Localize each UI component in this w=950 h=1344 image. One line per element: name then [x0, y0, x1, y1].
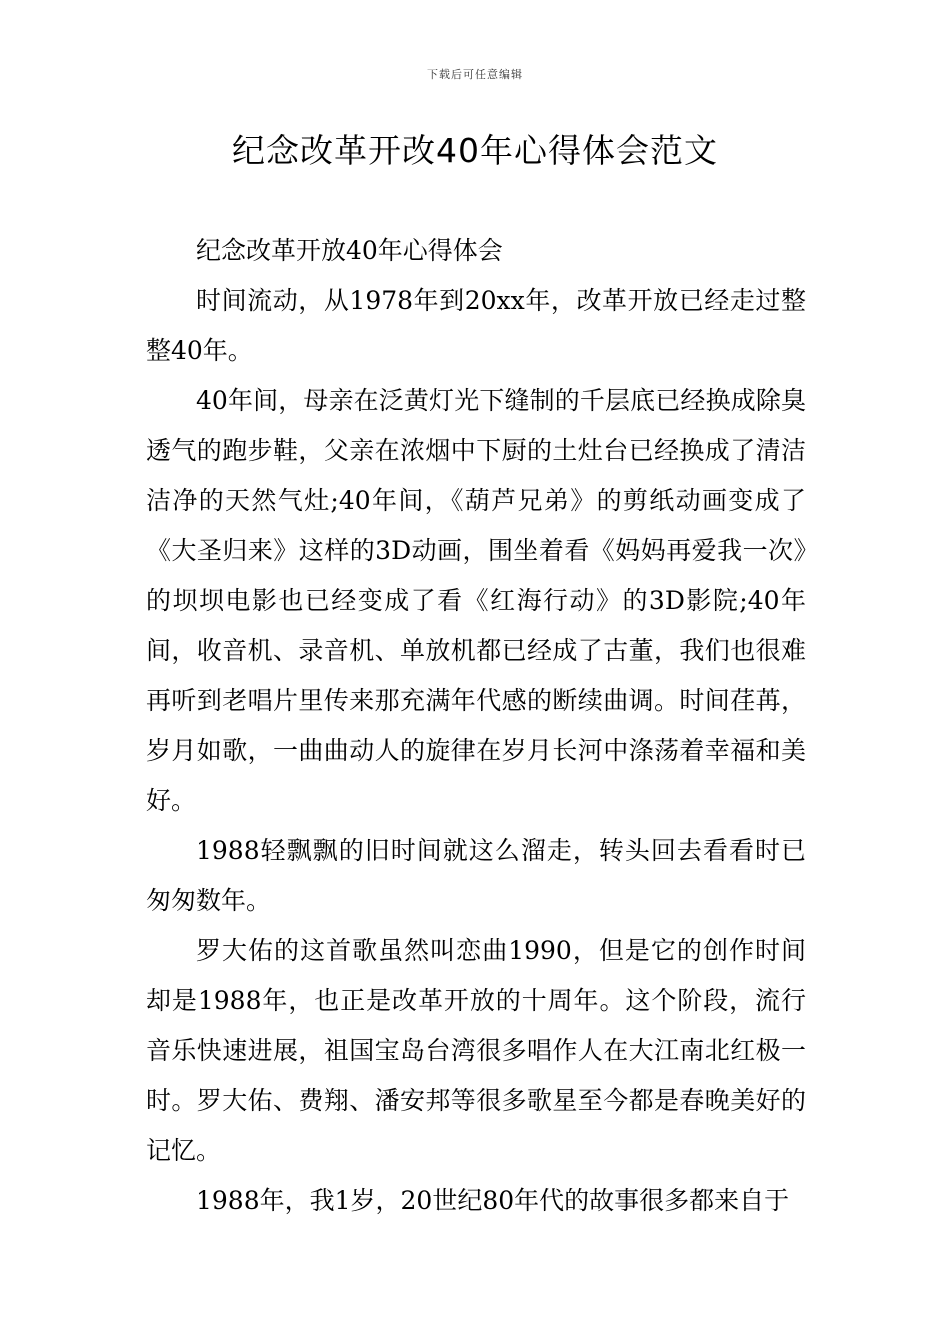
paragraph: 纪念改革开放40年心得体会: [196, 236, 503, 265]
document-body: [146, 226, 806, 1226]
paragraph: 40年间，母亲在泛黄灯光下缝制的千层底已经换成除臭透气的跑步鞋，父亲在浓烟中下厨的土灶台已经换成了清洁洁净的天然气灶;40年间，《葫芦兄弟》的剪纸动画变成了《大圣归来》这样的3D动画，围坐着看《妈妈再爱我一次》的坝坝电影也已经变成了看《红海行动》的3D影院;40年间，收音机、录音机、单放机都已经成了古董，我们也很难再听到老唱片里传来那充满年代感的断续曲调。时间荏苒，岁月如歌，一曲曲动人的旋律在岁月长河中涤荡着幸福和美好。: [146, 386, 806, 815]
paragraph: 罗大佑的这首歌虽然叫恋曲1990，但是它的创作时间却是1988年，也正是改革开放的十周年。这个阶段，流行音乐快速进展，祖国宝岛台湾很多唱作人在大江南北红极一时。罗大佑、费翔、潘安邦等很多歌星至今都是春晚美好的记忆。: [146, 936, 806, 1165]
header-note: 下载后可任意编辑: [427, 68, 523, 81]
paragraph: 时间流动，从1978年到20xx年，改革开放已经走过整整40年。: [146, 286, 806, 365]
paragraph: 1988轻飘飘的旧时间就这么溜走，转头回去看看时已匆匆数年。: [146, 836, 806, 915]
document-title: 纪念改革开改40年心得体会范文: [232, 131, 718, 170]
paragraph: 1988年，我1岁，20世纪80年代的故事很多都来自于: [196, 1186, 790, 1215]
